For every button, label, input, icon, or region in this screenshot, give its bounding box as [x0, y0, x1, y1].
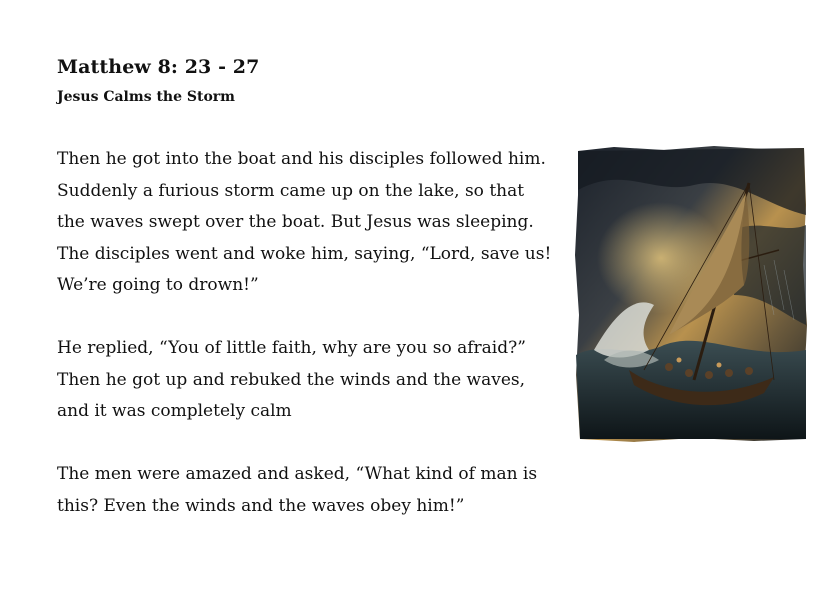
paragraph-3: The men were amazed and asked, “What kind of man is this? Even the winds and the waves obey him!”	[57, 464, 538, 516]
paragraph-2: He replied, “You of little faith, why are you so afraid?” Then he got up and rebuked the winds and the waves, and it was completely calm	[57, 338, 526, 421]
page-subtitle: Jesus Calms the Storm	[57, 89, 235, 105]
page-title: Matthew 8: 23 - 27	[57, 56, 260, 78]
paragraph-1: Then he got into the boat and his disciples followed him. Suddenly a furious storm came up on the lake, so that the waves swept over the boat. But Jesus was sleeping. The disciples went and woke him, saying, “Lord, save us! We’re going to drown!”	[57, 149, 552, 295]
storm-painting-image	[574, 145, 808, 443]
scripture-text	[57, 144, 557, 522]
